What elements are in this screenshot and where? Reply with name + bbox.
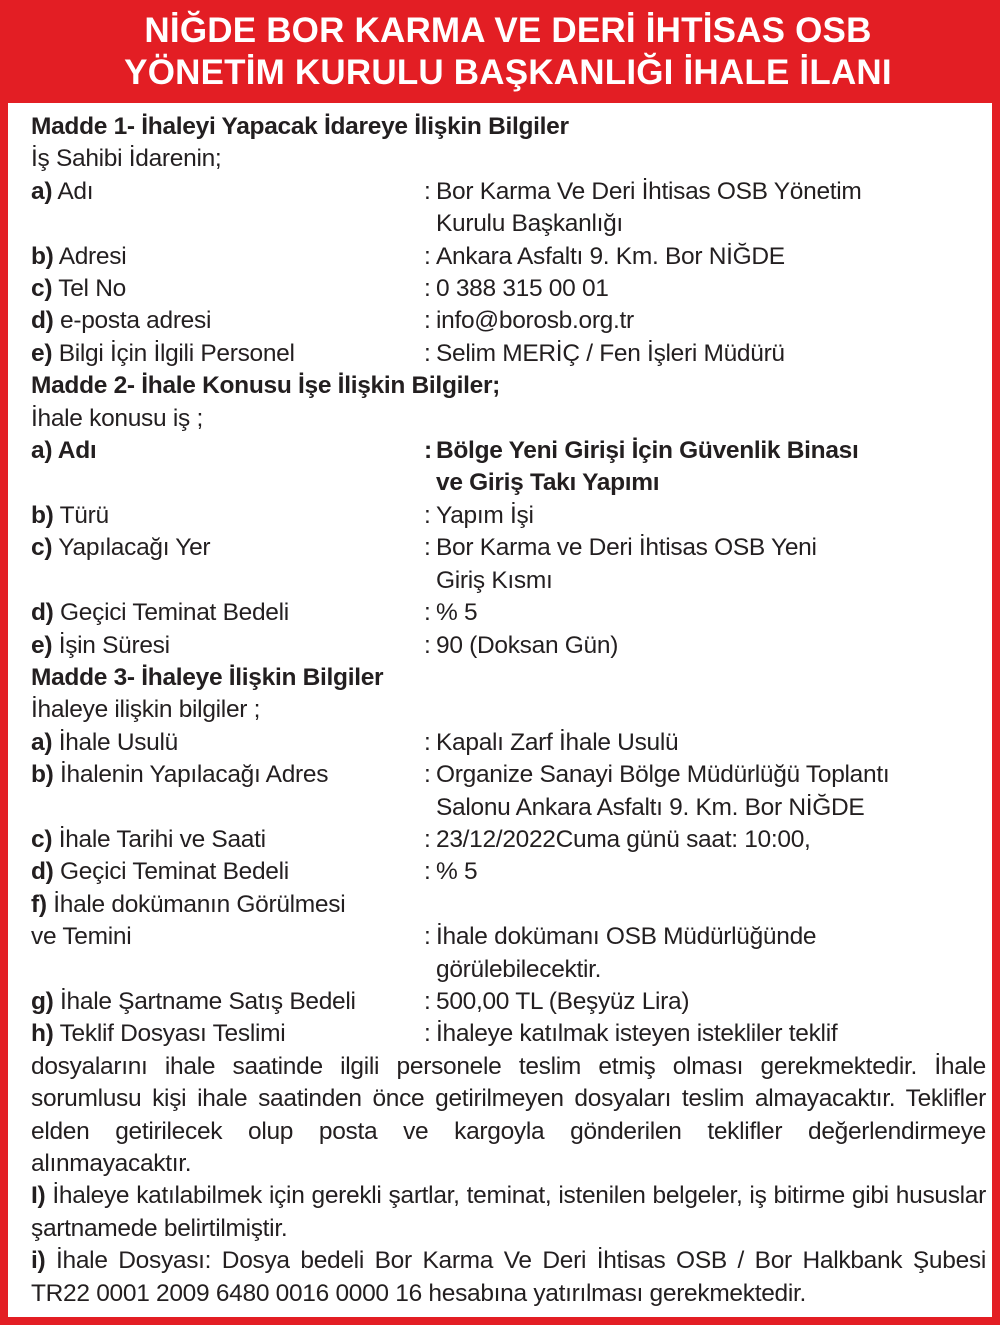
item-key: e) xyxy=(31,339,53,367)
item-value: 0 388 315 00 01 xyxy=(436,275,609,303)
madde3-item-a xyxy=(31,727,986,759)
madde2-item-c xyxy=(31,532,986,597)
madde1-item-d xyxy=(31,305,986,337)
item-value-cont: Giriş Kısmı xyxy=(436,566,553,594)
item-value: % 5 xyxy=(436,599,478,627)
item-key: f) xyxy=(31,890,47,918)
paragraph-key: I) xyxy=(31,1182,46,1210)
madde3-h-paragraph: dosyalarını ihale saatinde ilgili personele teslim etmiş olması gerekmektedir. İhale sorumlusu kişi ihale saatinden önce getirilmeyen dosyaları teslim almayacaktır. Teklifler elden getirilecek olup posta ve kargoyla gönderilen teklifler değerlendirmeye alınmayacaktır. xyxy=(31,1052,986,1177)
colon: : xyxy=(424,339,431,367)
item-label: Bilgi İçin İlgili Personel xyxy=(58,339,295,367)
colon: : xyxy=(424,858,431,886)
colon: : xyxy=(424,437,432,465)
item-value: Ankara Asfaltı 9. Km. Bor NİĞDE xyxy=(436,242,785,270)
item-key: a) xyxy=(31,437,53,465)
paragraph-text: İhaleye katılabilmek için gerekli şartlar, teminat, istenilen belgeler, iş bitirme gibi hususlar şartnamede belirtilmiştir. xyxy=(31,1182,986,1242)
item-label: Türü xyxy=(59,501,109,529)
madde3-item-d xyxy=(31,856,986,888)
announcement-header xyxy=(8,0,1000,103)
item-label: Geçici Teminat Bedeli xyxy=(60,599,289,627)
item-label: İhalenin Yapılacağı Adres xyxy=(60,761,329,789)
item-value-cont: Kurulu Başkanlığı xyxy=(436,210,623,238)
madde1-heading: Madde 1- İhaleyi Yapacak İdareye İlişkin Bilgiler xyxy=(31,113,569,140)
item-key: d) xyxy=(31,307,54,335)
item-label: Tel No xyxy=(58,275,126,303)
item-label: Adresi xyxy=(58,242,127,270)
item-value: İhale dokümanı OSB Müdürlüğünde xyxy=(436,923,817,951)
item-value: Selim MERİÇ / Fen İşleri Müdürü xyxy=(436,339,785,367)
item-value: İhaleye katılmak isteyen istekliler teklif xyxy=(436,1020,838,1048)
madde3-i-paragraph xyxy=(31,1245,986,1310)
madde1-item-c xyxy=(31,273,986,305)
item-key: d) xyxy=(31,858,54,886)
paragraph-text: İhale Dosyası: Dosya bedeli Bor Karma Ve Deri İhtisas OSB / Bor Halkbank Şubesi TR22 0001 2009 6480 0016 0000 16 hesabına yatırılması gerekmektedir. xyxy=(31,1247,986,1307)
colon: : xyxy=(424,599,431,627)
colon: : xyxy=(424,242,431,270)
colon: : xyxy=(424,825,431,853)
item-label: e-posta adresi xyxy=(60,307,212,335)
item-label: Geçici Teminat Bedeli xyxy=(60,858,289,886)
item-value: 23/12/2022Cuma günü saat: 10:00, xyxy=(436,825,811,853)
colon: : xyxy=(424,987,431,1015)
item-key: h) xyxy=(31,1020,54,1048)
madde3-item-f xyxy=(31,889,986,921)
item-label: İşin Süresi xyxy=(58,631,170,659)
madde3-l-paragraph xyxy=(31,1180,986,1245)
item-value: info@borosb.org.tr xyxy=(436,307,634,335)
colon: : xyxy=(424,631,431,659)
announcement-body xyxy=(31,111,986,1310)
item-value: 500,00 TL (Beşyüz Lira) xyxy=(436,987,690,1015)
item-key: b) xyxy=(31,242,54,270)
header-title-line2: YÖNETİM KURULU BAŞKANLIĞI İHALE İLANI xyxy=(124,52,892,92)
colon: : xyxy=(424,761,431,789)
madde2-item-e xyxy=(31,630,986,662)
madde3-intro: İhaleye ilişkin bilgiler ; xyxy=(31,696,261,724)
madde1-intro: İş Sahibi İdarenin; xyxy=(31,145,222,173)
item-key: e) xyxy=(31,631,53,659)
item-label-cont: ve Temini xyxy=(31,923,132,951)
madde1-item-e xyxy=(31,338,986,370)
colon: : xyxy=(424,728,431,756)
madde3-item-c xyxy=(31,824,986,856)
paragraph-key: i) xyxy=(31,1247,46,1275)
item-value: 90 (Doksan Gün) xyxy=(436,631,619,659)
colon: : xyxy=(424,307,431,335)
item-key: b) xyxy=(31,761,54,789)
item-label: İhale Şartname Satış Bedeli xyxy=(60,987,356,1015)
madde2-heading: Madde 2- İhale Konusu İşe İlişkin Bilgiler; xyxy=(31,372,501,400)
item-label: İhale dokümanın Görülmesi xyxy=(53,890,346,918)
item-value-cont: ve Giriş Takı Yapımı xyxy=(436,469,660,497)
item-value: Kapalı Zarf İhale Usulü xyxy=(436,728,679,756)
header-title-line1: NİĞDE BOR KARMA VE DERİ İHTİSAS OSB xyxy=(144,10,872,50)
item-key: g) xyxy=(31,987,54,1015)
madde3-item-h xyxy=(31,1018,986,1050)
colon: : xyxy=(424,275,431,303)
item-key: c) xyxy=(31,275,53,303)
item-value: Bölge Yeni Girişi İçin Güvenlik Binası xyxy=(436,437,859,465)
item-value: Organize Sanayi Bölge Müdürlüğü Toplantı xyxy=(436,761,890,789)
item-key: c) xyxy=(31,825,53,853)
madde3-item-b xyxy=(31,759,986,824)
item-value: Bor Karma ve Deri İhtisas OSB Yeni xyxy=(436,534,817,562)
madde3-item-f-cont xyxy=(31,921,986,986)
madde3-heading: Madde 3- İhaleye İlişkin Bilgiler xyxy=(31,663,384,691)
madde2-item-a xyxy=(31,435,986,500)
item-key: b) xyxy=(31,501,54,529)
colon: : xyxy=(424,923,431,951)
colon: : xyxy=(424,534,431,562)
madde2-item-b xyxy=(31,500,986,532)
madde2-item-d xyxy=(31,597,986,629)
item-value-cont: görülebilecektir. xyxy=(436,955,602,983)
item-label: İhale Tarihi ve Saati xyxy=(58,825,266,853)
item-label: Adı xyxy=(57,177,94,205)
item-key: d) xyxy=(31,599,54,627)
item-key: a) xyxy=(31,177,53,205)
item-key: c) xyxy=(31,534,53,562)
item-value: % 5 xyxy=(436,858,478,886)
madde3-item-g xyxy=(31,986,986,1018)
item-value: Yapım İşi xyxy=(436,501,534,529)
madde1-item-b xyxy=(31,241,986,273)
item-value-cont: Salonu Ankara Asfaltı 9. Km. Bor NİĞDE xyxy=(436,793,865,821)
madde2-intro: İhale konusu iş ; xyxy=(31,404,203,432)
item-label: Adı xyxy=(57,437,97,465)
colon: : xyxy=(424,1020,431,1048)
colon: : xyxy=(424,177,431,205)
item-key: a) xyxy=(31,728,53,756)
item-value: Bor Karma Ve Deri İhtisas OSB Yönetim xyxy=(436,177,862,205)
item-label: İhale Usulü xyxy=(58,728,178,756)
item-label: Teklif Dosyası Teslimi xyxy=(59,1020,286,1048)
madde1-item-a xyxy=(31,176,986,241)
item-label: Yapılacağı Yer xyxy=(58,534,211,562)
colon: : xyxy=(424,501,431,529)
